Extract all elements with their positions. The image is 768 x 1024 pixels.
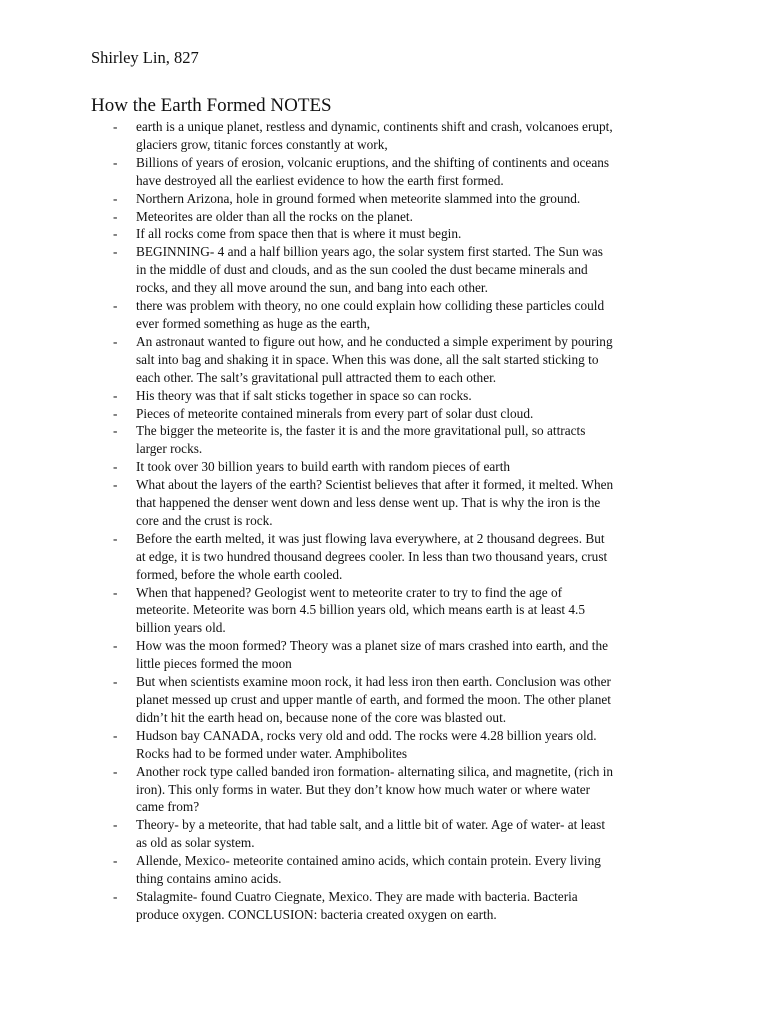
note-text-line: billion years old. — [136, 620, 226, 636]
list-item — [113, 297, 683, 333]
bullet-dash: - — [113, 763, 118, 779]
bullet-dash: - — [113, 298, 118, 314]
bullet-dash: - — [113, 853, 118, 869]
note-text-line: ever formed something as huge as the earth, — [136, 315, 371, 331]
bullet-dash: - — [113, 477, 118, 493]
note-text-line: planet messed up crust and upper mantle of earth, and formed the moon. The other planet — [136, 692, 611, 707]
bullet-dash: - — [113, 459, 118, 475]
list-item — [113, 225, 683, 243]
note-text-line: each other. The salt’s gravitational pull attracted them to each other. — [136, 369, 497, 385]
note-text-line: glaciers grow, titanic forces constantly at work, — [136, 136, 388, 152]
note-text-line: Before the earth melted, it was just flowing lava everywhere, at 2 thousand degrees. But — [136, 530, 605, 546]
note-text-line: Allende, Mexico- meteorite contained amino acids, which contain protein. Every living — [136, 853, 601, 869]
note-text-line: there was problem with theory, no one could explain how colliding these particles could — [136, 298, 605, 314]
list-item — [113, 387, 683, 405]
page-title: How the Earth Formed NOTES — [91, 95, 332, 116]
note-text-line: Stalagmite- found Cuatro Ciegnate, Mexico. They are made with bacteria. Bacteria — [136, 888, 578, 904]
bullet-dash: - — [113, 530, 118, 546]
list-item — [113, 333, 683, 387]
note-text-line: The bigger the meteorite is, the faster it is and the more gravitational pull, so attracts — [136, 423, 586, 439]
note-text-line: rocks, and they all move around the sun, and bang into each other. — [136, 280, 488, 296]
bullet-dash: - — [113, 584, 118, 600]
note-text-line: salt into bag and shaking it in space. When this was done, all the salt started sticking to — [136, 351, 599, 367]
bullet-dash: - — [113, 333, 118, 349]
list-item — [113, 637, 683, 673]
list-item — [113, 118, 683, 154]
bullet-dash: - — [113, 208, 118, 224]
list-item — [113, 476, 683, 530]
list-item — [113, 852, 683, 888]
list-item — [113, 763, 683, 817]
notes-list — [113, 118, 683, 924]
note-text-line: But when scientists examine moon rock, it had less iron then earth. Conclusion was other — [136, 674, 611, 690]
note-text-line: came from? — [136, 799, 200, 815]
note-text-line: How was the moon formed? Theory was a planet size of mars crashed into earth, and the — [136, 638, 609, 654]
bullet-dash: - — [113, 674, 118, 690]
bullet-dash: - — [113, 817, 118, 833]
note-text-line: didn’t hit the earth head on, because none of the core was blasted out. — [136, 709, 507, 725]
note-text-line: Northern Arizona, hole in ground formed when meteorite slammed into the ground. — [136, 190, 581, 206]
list-item — [113, 405, 683, 423]
list-item — [113, 208, 683, 226]
list-item — [113, 458, 683, 476]
list-item — [113, 888, 683, 924]
note-text-line: earth is a unique planet, restless and dynamic, continents shift and crash, volcanoes erupt, — [136, 119, 613, 134]
note-text-line: Pieces of meteorite contained minerals from every part of solar dust cloud. — [136, 405, 534, 421]
bullet-dash: - — [113, 888, 118, 904]
note-text-line: as old as solar system. — [136, 835, 255, 851]
note-text-line: Another rock type called banded iron formation- alternating silica, and magnetite, (rich in — [136, 763, 614, 779]
list-item — [113, 727, 683, 763]
note-text-line: little pieces formed the moon — [136, 656, 292, 672]
note-text-line: Hudson bay CANADA, rocks very old and odd. The rocks were 4.28 billion years old. — [136, 727, 597, 743]
list-item — [113, 154, 683, 190]
note-text-line: If all rocks come from space then that is where it must begin. — [136, 226, 462, 242]
note-text-line: His theory was that if salt sticks together in space so can rocks. — [136, 387, 472, 403]
note-text-line: BEGINNING- 4 and a half billion years ago, the solar system first started. The Sun was — [136, 244, 603, 260]
bullet-dash: - — [113, 226, 118, 242]
note-text-line: It took over 30 billion years to build earth with random pieces of earth — [136, 459, 511, 475]
note-text-line: have destroyed all the earliest evidence to how the earth first formed. — [136, 172, 504, 188]
list-item — [113, 243, 683, 297]
bullet-dash: - — [113, 423, 118, 439]
list-item — [113, 816, 683, 852]
list-item — [113, 422, 683, 458]
note-text-line: When that happened? Geologist went to meteorite crater to try to find the age of — [136, 584, 563, 600]
list-item — [113, 584, 683, 638]
note-text-line: core and the crust is rock. — [136, 512, 273, 528]
note-text-line: Meteorites are older than all the rocks on the planet. — [136, 208, 413, 224]
note-text-line: Billions of years of erosion, volcanic eruptions, and the shifting of continents and oceans — [136, 154, 610, 170]
note-text-line: that happened the denser went down and less dense went up. That is why the iron is the — [136, 495, 601, 511]
note-text-line: larger rocks. — [136, 441, 203, 457]
bullet-dash: - — [113, 154, 118, 170]
bullet-dash: - — [113, 387, 118, 403]
bullet-dash: - — [113, 638, 118, 654]
note-text-line: meteorite. Meteorite was born 4.5 billion years old, which means earth is at least 4.5 — [136, 602, 586, 618]
note-text-line: produce oxygen. CONCLUSION: bacteria created oxygen on earth. — [136, 906, 497, 922]
bullet-dash: - — [113, 405, 118, 421]
bullet-dash: - — [113, 119, 118, 134]
note-text-line: formed, before the whole earth cooled. — [136, 566, 343, 582]
note-text-line: in the middle of dust and clouds, and as the sun cooled the dust became minerals and — [136, 262, 588, 278]
list-item — [113, 530, 683, 584]
note-text-line: thing contains amino acids. — [136, 871, 282, 887]
list-item — [113, 190, 683, 208]
note-text-line: Rocks had to be formed under water. Amphibolites — [136, 745, 408, 761]
bullet-dash: - — [113, 244, 118, 260]
note-text-line: Theory- by a meteorite, that had table salt, and a little bit of water. Age of water- at least — [136, 817, 606, 833]
bullet-dash: - — [113, 190, 118, 206]
note-text-line: at edge, it is two hundred thousand degrees cooler. In less than two thousand years, crust — [136, 548, 608, 564]
bullet-dash: - — [113, 727, 118, 743]
note-text-line: iron). This only forms in water. But they don’t know how much water or where water — [136, 781, 591, 797]
list-item — [113, 673, 683, 727]
note-text-line: What about the layers of the earth? Scientist believes that after it formed, it melted. When — [136, 477, 614, 493]
author-heading: Shirley Lin, 827 — [91, 48, 199, 67]
note-text-line: An astronaut wanted to figure out how, and he conducted a simple experiment by pouring — [136, 333, 613, 349]
